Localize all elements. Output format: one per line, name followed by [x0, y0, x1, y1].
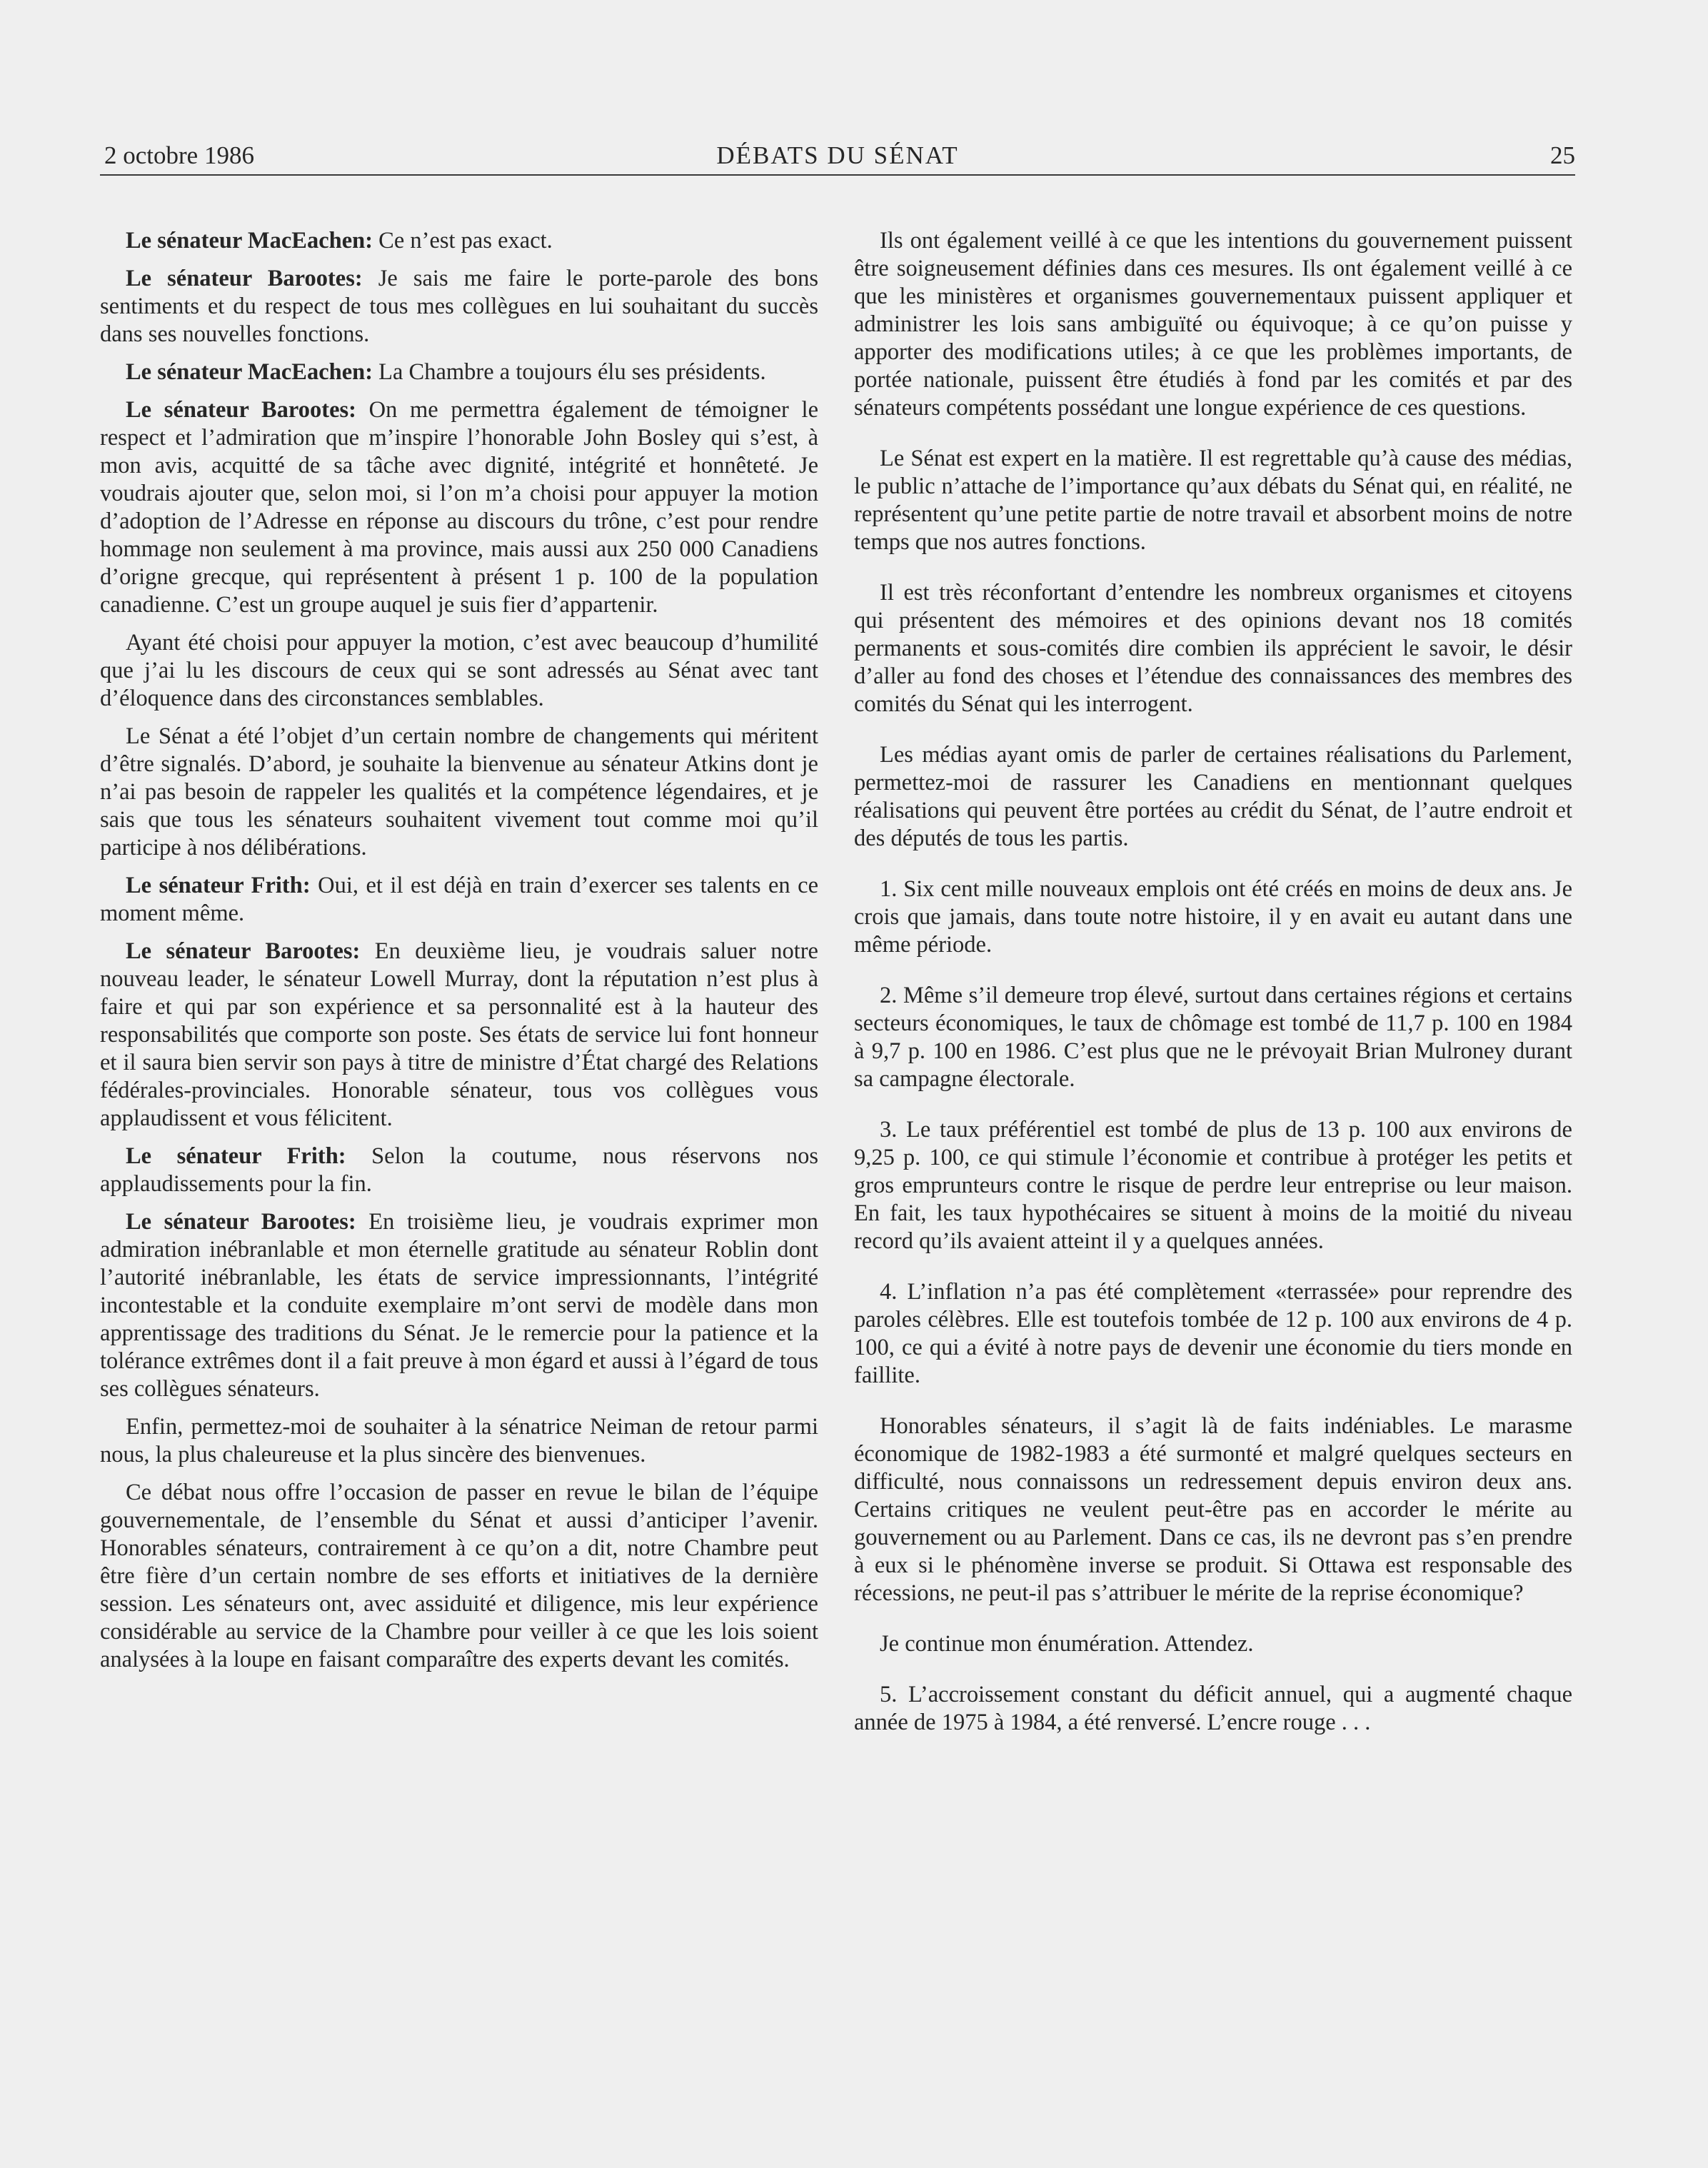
speaker-name: Le sénateur MacEachen:	[126, 228, 373, 254]
page-header	[100, 141, 1575, 176]
paragraph: Il est très réconfortant d’entendre les nombreux organismes et citoyens qui présentent des mémoires et des opinions devant nos 18 comités permanents et sous-comités dire combien ils apprécient le savoir, le désir d’aller au fond des choses et l’étendue des connaissances des membres des comités du Sénat qui les interrogent.	[854, 580, 1572, 717]
paragraph	[100, 227, 818, 255]
paragraph-text: Selon la coutume, nous réservons nos applaudissements pour la fin.	[100, 1143, 818, 1197]
speaker-name: Le sénateur Barootes:	[126, 266, 363, 291]
speaker-name: Le sénateur MacEachen:	[126, 359, 373, 385]
right-column	[854, 227, 1572, 1760]
paragraph-text: On me permettra également de témoigner le respect et l’admiration que m’inspire l’honorable John Bosley qui s’est, à mon avis, acquitté de sa tâche avec dignité, intégrité et honnêteté. Je voudrais ajouter que, selon moi, si l’on m’a choisi pour appuyer la motion d’adoption de l’Adresse en réponse au discours du trône, c’est pour rendre hommage non seulement à ma province, mais aussi aux 250 000 Canadiens d’origne grecque, qui représentent à présent 1 p. 100 de la population canadienne. C’est un groupe auquel je suis fier d’appartenir.	[100, 397, 818, 618]
paragraph-text: Enfin, permettez-moi de souhaiter à la sénatrice Neiman de retour parmi nous, la plus chaleureuse et la plus sincère des bienvenues.	[100, 1414, 818, 1467]
speaker-name: Le sénateur Barootes:	[126, 938, 361, 964]
paragraph-text: En deuxième lieu, je voudrais saluer notre nouveau leader, le sénateur Lowell Murray, dont la réputation n’est plus à faire et qui par son expérience et sa personnalité est à la hauteur des responsabilités que comporte son poste. Ses états de service lui font honneur et il saura bien servir son pays à titre de ministre d’État chargé des Relations fédérales-provinciales. Honorable sénateur, tous vos collègues vous applaudissent et vous félicitent.	[100, 938, 818, 1131]
paragraph	[100, 265, 818, 348]
paragraph: Honorables sénateurs, il s’agit là de faits indéniables. Le marasme économique de 1982-1983 a été surmonté et malgré quelques secteurs en difficulté, nous connaissons un redressement depuis environ deux ans. Certains critiques ne veulent peut-être pas en accorder le mérite au gouvernement ou au Parlement. Dans ce cas, ils ne devront pas s’en prendre à eux si le phénomène inverse se produit. Si Ottawa est responsable des récessions, ne peut-il pas s’attribuer le mérite de la reprise économique?	[854, 1413, 1572, 1606]
list-item: 5. L’accroissement constant du déficit annuel, qui a augmenté chaque année de 1975 à 1984, a été renversé. L’encre rouge . . .	[854, 1682, 1572, 1735]
paragraph	[100, 1143, 818, 1198]
paragraph-text: Le Sénat a été l’objet d’un certain nombre de changements qui méritent d’être signalés. D’abord, je souhaite la bienvenue au sénateur Atkins dont je n’ai pas besoin de rappeler les qualités et la compétence légendaires, et je sais que tous les sénateurs souhaitent vivement tout comme moi qu’il participe à nos délibérations.	[100, 723, 818, 860]
paragraph: Le Sénat est expert en la matière. Il est regrettable qu’à cause des médias, le public n’attache de l’importance qu’aux débats du Sénat qui, en réalité, ne représentent qu’une petite partie de notre travail et absorbent moins de notre temps que nos autres fonctions.	[854, 446, 1572, 555]
paragraph-text: La Chambre a toujours élu ses présidents.	[373, 359, 766, 385]
paragraph-text: Ayant été choisi pour appuyer la motion, c’est avec beaucoup d’humilité que j’ai lu les discours de ceux qui se sont adressés au Sénat avec tant d’éloquence dans des circonstances semblables.	[100, 630, 818, 711]
speaker-name: Le sénateur Barootes:	[126, 397, 356, 423]
speaker-name: Le sénateur Frith:	[126, 1143, 346, 1169]
paragraph-text: En troisième lieu, je voudrais exprimer mon admiration inébranlable et mon éternelle gratitude au sénateur Roblin dont l’autorité inébranlable, les états de service impressionnants, l’intégrité incontestable et la conduite exemplaire m’ont servi de modèle dans mon apprentissage des traditions du Sénat. Je le remercie pour la patience et la tolérance extrêmes dont il a fait preuve à mon égard et aussi à l’égard de tous ses collègues sénateurs.	[100, 1209, 818, 1402]
list-item: 3. Le taux préférentiel est tombé de plus de 13 p. 100 aux environs de 9,25 p. 100, ce qui stimule l’économie et contribue à protéger les petits et gros emprunteurs contre le risque de perdre leur entreprise ou leur maison. En fait, les taux hypothécaires se situent à moins de la moitié du niveau record qu’ils avaient atteint il y a quelques années.	[854, 1117, 1572, 1254]
paragraph	[100, 1208, 818, 1403]
paragraph	[100, 629, 818, 713]
list-item: 1. Six cent mille nouveaux emplois ont été créés en moins de deux ans. Je crois que jamais, dans toute notre histoire, il y en avait eu autant dans une même période.	[854, 876, 1572, 958]
header-title: DÉBATS DU SÉNAT	[716, 141, 959, 169]
paragraph-text: Je sais me faire le porte-parole des bons sentiments et du respect de tous mes collègues en lui souhaitant du succès dans ses nouvelles fonctions.	[100, 266, 818, 347]
paragraph-text: Ce n’est pas exact.	[373, 228, 553, 254]
left-column	[100, 227, 818, 1684]
paragraph	[100, 872, 818, 928]
paragraph	[100, 358, 818, 386]
paragraph	[100, 1479, 818, 1674]
paragraph	[100, 938, 818, 1133]
paragraph-text: Ce débat nous offre l’occasion de passer en revue le bilan de l’équipe gouvernementale, de l’ensemble du Sénat et aussi d’anticiper l’avenir. Honorables sénateurs, contrairement à ce qu’on a dit, notre Chambre peut être fière d’un certain nombre de ses efforts et initiatives de la dernière session. Les sénateurs ont, avec assiduité et diligence, mis leur expérience considérable au service de la Chambre pour veiller à ce que les lois soient analysées à la loupe en faisant comparaître des experts devant les comités.	[100, 1480, 818, 1672]
paragraph: Je continue mon énumération. Attendez.	[880, 1631, 1254, 1657]
speaker-name: Le sénateur Frith:	[126, 873, 311, 898]
paragraph	[100, 396, 818, 619]
speaker-name: Le sénateur Barootes:	[126, 1209, 356, 1235]
list-item: 2. Même s’il demeure trop élevé, surtout dans certaines régions et certains secteurs économiques, le taux de chômage est tombé de 11,7 p. 100 en 1984 à 9,7 p. 100 en 1986. C’est plus que ne le prévoyait Brian Mulroney durant sa campagne électorale.	[854, 983, 1572, 1092]
paragraph-text: Oui, et il est déjà en train d’exercer ses talents en ce moment même.	[100, 873, 818, 926]
paragraph: Les médias ayant omis de parler de certaines réalisations du Parlement, permettez-moi de rassurer les Canadiens en mentionnant quelques réalisations qui peuvent être portées au crédit du Sénat, de l’autre endroit et des députés de tous les partis.	[854, 742, 1572, 851]
paragraph: Ils ont également veillé à ce que les intentions du gouvernement puissent être soigneusement définies dans ces mesures. Ils ont également veillé à ce que les ministères et organismes gouvernementaux puissent appliquer et administrer les lois sans ambiguïté ou équivoque; à ce qu’on puisse y apporter des modifications utiles; à ce que les problèmes importants, de portée nationale, puissent être étudiés à fond par les comités et par des sénateurs compétents possédant une longue expérience de ces questions.	[854, 228, 1572, 421]
page-number: 25	[1550, 141, 1575, 169]
paragraph	[100, 723, 818, 862]
list-item: 4. L’inflation n’a pas été complètement «terrassée» pour reprendre des paroles célèbres. Elle est toutefois tombée de 12 p. 100 aux environs de 4 p. 100, ce qui a évité à notre pays de devenir une économie du tiers monde en faillite.	[854, 1279, 1572, 1388]
paragraph	[100, 1413, 818, 1469]
header-date: 2 octobre 1986	[104, 141, 254, 169]
